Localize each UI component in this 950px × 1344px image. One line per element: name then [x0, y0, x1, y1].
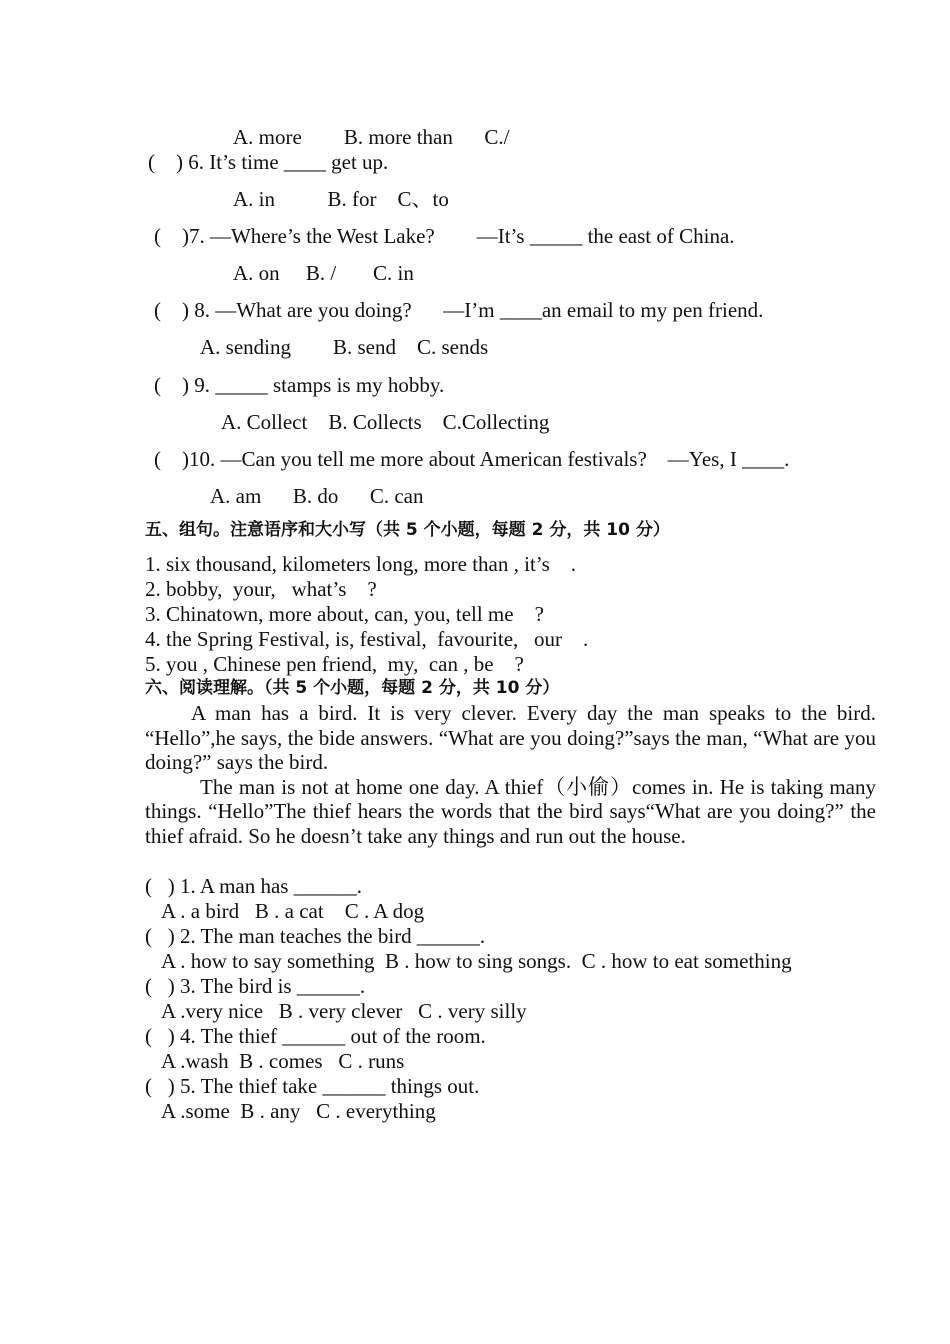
q9-options: A. Collect B. Collects C.Collecting	[221, 410, 550, 434]
reading-options-3: A .very nice B . very clever C . very silly	[161, 999, 527, 1023]
passage-paragraph-1: A man has a bird. It is very clever. Every day the man speaks to the bird. “Hello”,he says, the bide answers. “What are you doing?”says the man, “What are you doing?” says the bird.	[145, 701, 876, 775]
reading-question-5: ( ) 5. The thief take ______ things out.	[145, 1074, 480, 1098]
q6-options: A. in B. for C、to	[233, 187, 449, 211]
reorder-item-2: 2. bobby, your, what’s ?	[145, 577, 377, 601]
reorder-item-4: 4. the Spring Festival, is, festival, favourite, our .	[145, 627, 589, 651]
question-9: ( ) 9. _____ stamps is my hobby.	[154, 373, 445, 397]
question-7: ( )7. —Where’s the West Lake? —It’s _____ the east of China.	[154, 224, 735, 248]
reading-question-4: ( ) 4. The thief ______ out of the room.	[145, 1024, 486, 1048]
reading-options-4: A .wash B . comes C . runs	[161, 1049, 405, 1073]
question-6: ( ) 6. It’s time ____ get up.	[148, 150, 389, 174]
q7-options: A. on B. / C. in	[233, 261, 414, 285]
section-5-heading: 五、组句。注意语序和大小写（共 5 个小题，每题 2 分，共 10 分）	[145, 520, 670, 540]
reorder-item-3: 3. Chinatown, more about, can, you, tell me ?	[145, 602, 544, 626]
question-8: ( ) 8. —What are you doing? —I’m ____an email to my pen friend.	[154, 298, 764, 322]
q8-options: A. sending B. send C. sends	[200, 335, 489, 359]
passage-paragraph-2: The man is not at home one day. A thief（小偷）comes in. He is taking many things. “Hello”The thief hears the words that the bird says“What are you doing?” the thief afraid. So he doesn’t take any things and run out the house.	[145, 774, 876, 848]
question-10: ( )10. —Can you tell me more about American festivals? —Yes, I ____.	[154, 447, 790, 471]
reorder-item-1: 1. six thousand, kilometers long, more than , it’s .	[145, 552, 577, 576]
reading-options-1: A . a bird B . a cat C . A dog	[161, 899, 425, 923]
reorder-item-5: 5. you , Chinese pen friend, my, can , be ?	[145, 652, 524, 676]
reading-options-2: A . how to say something B . how to sing songs. C . how to eat something	[161, 949, 792, 973]
q10-options: A. am B. do C. can	[210, 484, 424, 508]
reading-question-2: ( ) 2. The man teaches the bird ______.	[145, 924, 486, 948]
reading-question-1: ( ) 1. A man has ______.	[145, 874, 362, 898]
reading-question-3: ( ) 3. The bird is ______.	[145, 974, 366, 998]
reading-options-5: A .some B . any C . everything	[161, 1099, 436, 1123]
section-6-heading: 六、阅读理解。（共 5 个小题，每题 2 分，共 10 分）	[145, 678, 560, 698]
q5-options: A. more B. more than C./	[233, 125, 510, 149]
reading-passage	[145, 701, 876, 849]
